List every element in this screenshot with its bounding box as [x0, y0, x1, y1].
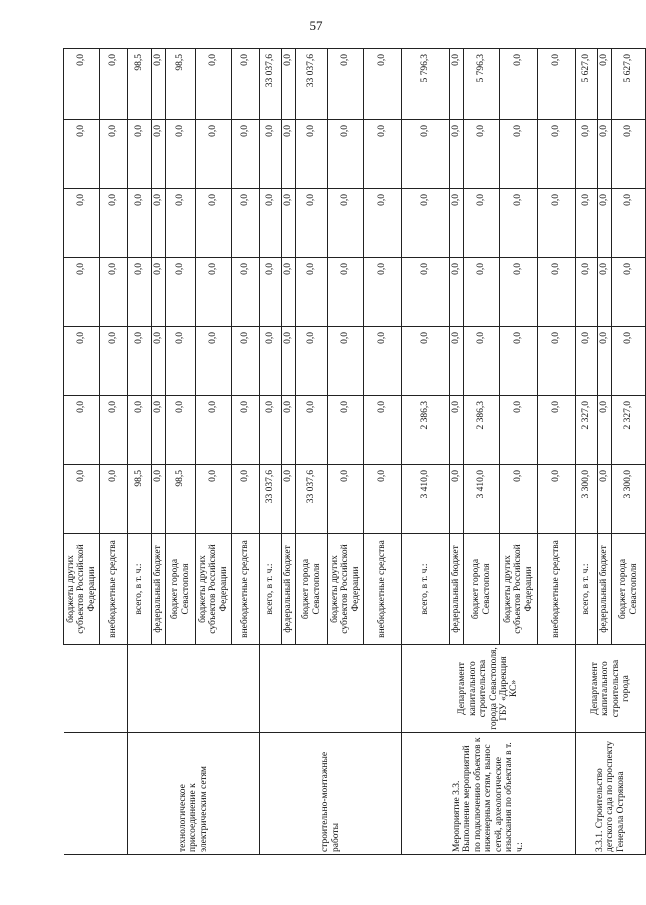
total-value-cell: 5 627,0 — [576, 49, 598, 120]
year-value-cell: 0,0 — [282, 189, 296, 258]
year-value-cell: 0,0 — [576, 327, 598, 396]
year-value-cell: 0,0 — [598, 327, 612, 396]
funding-source-cell: бюджет города Севастополя — [166, 534, 196, 645]
year-value-cell: 0,0 — [232, 327, 260, 396]
year-value-cell: 0,0 — [612, 189, 646, 258]
year-value-cell: 0,0 — [64, 396, 100, 465]
year-value-cell: 0,0 — [576, 120, 598, 189]
year-value-cell: 0,0 — [538, 258, 576, 327]
table-row — [128, 49, 152, 855]
total-value-cell: 0,0 — [328, 49, 364, 120]
funding-source-cell: всего, в т. ч.: — [576, 534, 598, 645]
funding-source-cell: федеральный бюджет — [598, 534, 612, 645]
page-number: 57 — [309, 18, 323, 33]
total-value-cell: 5 796,3 — [402, 49, 450, 120]
year-value-cell: 0,0 — [128, 396, 152, 465]
year-value-cell: 0,0 — [128, 120, 152, 189]
year-value-cell: 0,0 — [538, 189, 576, 258]
year-value-cell: 0,0 — [612, 258, 646, 327]
funding-source-cell: внебюджетные средства — [232, 534, 260, 645]
activity-cell: 3.3.1. Строительство детского сада по проспекту Генерала Острякова — [576, 733, 646, 855]
year-value-cell: 0,0 — [128, 258, 152, 327]
year-value-cell: 0,0 — [64, 258, 100, 327]
total-value-cell: 0,0 — [232, 49, 260, 120]
year-value-cell: 0,0 — [464, 120, 500, 189]
year-value-cell: 0,0 — [296, 396, 328, 465]
funding-source-cell: всего, в т. ч.: — [260, 534, 282, 645]
total-value-cell: 0,0 — [64, 49, 100, 120]
year-value-cell: 0,0 — [500, 396, 538, 465]
year-value-cell: 0,0 — [576, 258, 598, 327]
activity-cell — [64, 733, 128, 855]
year-value-cell: 0,0 — [328, 396, 364, 465]
year-value-cell: 0,0 — [538, 120, 576, 189]
year-value-cell: 0,0 — [402, 327, 450, 396]
total-value-cell: 0,0 — [196, 49, 232, 120]
year-value-cell: 0,0 — [232, 258, 260, 327]
year-value-cell: 0,0 — [450, 327, 464, 396]
table-row — [402, 49, 450, 855]
funding-source-cell: всего, в т. ч.: — [402, 534, 450, 645]
table-row — [576, 49, 598, 855]
total-value-cell: 0,0 — [100, 49, 128, 120]
rotated-table-wrapper — [63, 49, 639, 855]
year-value-cell: 0,0 — [364, 465, 402, 534]
year-value-cell: 0,0 — [500, 258, 538, 327]
year-value-cell: 0,0 — [260, 120, 282, 189]
year-value-cell: 0,0 — [232, 396, 260, 465]
year-value-cell: 0,0 — [364, 258, 402, 327]
year-value-cell: 33 037,6 — [260, 465, 282, 534]
funding-source-cell: внебюджетные средства — [100, 534, 128, 645]
year-value-cell: 3 300,0 — [576, 465, 598, 534]
year-value-cell: 3 410,0 — [464, 465, 500, 534]
year-value-cell: 0,0 — [328, 258, 364, 327]
year-value-cell: 0,0 — [282, 465, 296, 534]
year-value-cell: 0,0 — [612, 327, 646, 396]
total-value-cell: 0,0 — [598, 49, 612, 120]
year-value-cell: 0,0 — [232, 120, 260, 189]
year-value-cell: 0,0 — [152, 327, 166, 396]
funding-source-cell: бюджет города Севастополя — [464, 534, 500, 645]
activity-cell: технологическое присоединение к электрическим сетям — [128, 733, 260, 855]
year-value-cell: 0,0 — [152, 465, 166, 534]
year-value-cell: 0,0 — [500, 189, 538, 258]
year-value-cell: 0,0 — [450, 189, 464, 258]
year-value-cell: 0,0 — [328, 189, 364, 258]
year-value-cell: 0,0 — [296, 327, 328, 396]
year-value-cell: 0,0 — [196, 189, 232, 258]
year-value-cell: 98,5 — [128, 465, 152, 534]
funding-source-cell: бюджеты других субъектов Российской Федерации — [196, 534, 232, 645]
year-value-cell: 0,0 — [128, 327, 152, 396]
year-value-cell: 2 386,3 — [464, 396, 500, 465]
year-value-cell: 0,0 — [196, 120, 232, 189]
executor-cell — [64, 645, 128, 733]
year-value-cell: 0,0 — [598, 120, 612, 189]
year-value-cell: 0,0 — [100, 327, 128, 396]
funding-source-cell: бюджет города Севастополя — [296, 534, 328, 645]
year-value-cell: 0,0 — [328, 465, 364, 534]
year-value-cell: 0,0 — [500, 120, 538, 189]
year-value-cell: 2 327,0 — [576, 396, 598, 465]
total-value-cell: 0,0 — [538, 49, 576, 120]
funding-source-cell: бюджеты других субъектов Российской Федерации — [328, 534, 364, 645]
year-value-cell: 2 386,3 — [402, 396, 450, 465]
year-value-cell: 0,0 — [282, 327, 296, 396]
year-value-cell: 0,0 — [464, 189, 500, 258]
year-value-cell: 0,0 — [296, 258, 328, 327]
total-value-cell: 0,0 — [282, 49, 296, 120]
year-value-cell: 0,0 — [100, 465, 128, 534]
year-value-cell: 0,0 — [364, 120, 402, 189]
year-value-cell: 0,0 — [598, 465, 612, 534]
year-value-cell: 0,0 — [500, 327, 538, 396]
year-value-cell: 0,0 — [328, 327, 364, 396]
year-value-cell: 0,0 — [166, 189, 196, 258]
year-value-cell: 0,0 — [166, 396, 196, 465]
year-value-cell: 0,0 — [260, 258, 282, 327]
funding-source-cell: федеральный бюджет — [282, 534, 296, 645]
year-value-cell: 0,0 — [260, 327, 282, 396]
year-value-cell: 0,0 — [364, 396, 402, 465]
total-value-cell: 98,5 — [128, 49, 152, 120]
year-value-cell: 0,0 — [152, 258, 166, 327]
year-value-cell: 0,0 — [598, 396, 612, 465]
year-value-cell: 0,0 — [296, 189, 328, 258]
year-value-cell: 0,0 — [152, 396, 166, 465]
year-value-cell: 0,0 — [282, 396, 296, 465]
year-value-cell: 0,0 — [152, 189, 166, 258]
year-value-cell: 0,0 — [64, 465, 100, 534]
year-value-cell: 0,0 — [100, 396, 128, 465]
activity-cell: строительно-монтажные работы — [260, 733, 402, 855]
total-value-cell: 33 037,6 — [260, 49, 282, 120]
year-value-cell: 0,0 — [598, 189, 612, 258]
year-value-cell: 0,0 — [196, 258, 232, 327]
year-value-cell: 0,0 — [166, 327, 196, 396]
funding-source-cell: внебюджетные средства — [538, 534, 576, 645]
year-value-cell: 0,0 — [538, 396, 576, 465]
year-value-cell: 0,0 — [402, 258, 450, 327]
funding-source-cell: всего, в т. ч.: — [128, 534, 152, 645]
year-value-cell: 0,0 — [450, 465, 464, 534]
executor-cell: Департамент капитального строительства города Севастополя, ГБУ «Дирекция КС» — [402, 645, 576, 733]
year-value-cell: 0,0 — [612, 120, 646, 189]
year-value-cell: 2 327,0 — [612, 396, 646, 465]
year-value-cell: 0,0 — [538, 465, 576, 534]
year-value-cell: 0,0 — [260, 396, 282, 465]
total-value-cell: 0,0 — [450, 49, 464, 120]
year-value-cell: 0,0 — [232, 465, 260, 534]
year-value-cell: 0,0 — [450, 120, 464, 189]
total-value-cell: 33 037,6 — [296, 49, 328, 120]
year-value-cell: 0,0 — [464, 327, 500, 396]
funding-source-cell: бюджет города Севастополя — [612, 534, 646, 645]
year-value-cell: 0,0 — [152, 120, 166, 189]
funding-source-cell: внебюджетные средства — [364, 534, 402, 645]
total-value-cell: 5 796,3 — [464, 49, 500, 120]
year-value-cell: 0,0 — [64, 327, 100, 396]
year-value-cell: 33 037,6 — [296, 465, 328, 534]
total-value-cell: 0,0 — [152, 49, 166, 120]
year-value-cell: 0,0 — [166, 120, 196, 189]
year-value-cell: 0,0 — [402, 120, 450, 189]
year-value-cell: 0,0 — [166, 258, 196, 327]
year-value-cell: 0,0 — [232, 189, 260, 258]
year-value-cell: 98,5 — [166, 465, 196, 534]
year-value-cell: 0,0 — [364, 327, 402, 396]
budget-table — [63, 48, 646, 855]
executor-cell: Департамент капитального строительства города — [576, 645, 646, 733]
year-value-cell: 0,0 — [100, 189, 128, 258]
year-value-cell: 0,0 — [260, 189, 282, 258]
total-value-cell: 5 627,0 — [612, 49, 646, 120]
year-value-cell: 3 410,0 — [402, 465, 450, 534]
year-value-cell: 0,0 — [196, 396, 232, 465]
year-value-cell: 0,0 — [64, 189, 100, 258]
year-value-cell: 0,0 — [576, 189, 598, 258]
year-value-cell: 0,0 — [282, 258, 296, 327]
total-value-cell: 0,0 — [500, 49, 538, 120]
year-value-cell: 0,0 — [100, 120, 128, 189]
year-value-cell: 0,0 — [598, 258, 612, 327]
table-row — [64, 49, 100, 855]
year-value-cell: 0,0 — [196, 327, 232, 396]
activity-cell: Мероприятие 3.3. Выполнение мероприятий по подключению объектов к инженерным сетям, вынос сетей, археологические изыскания по объектам в т. ч.: — [402, 733, 576, 855]
executor-cell — [260, 645, 402, 733]
year-value-cell: 0,0 — [64, 120, 100, 189]
year-value-cell: 0,0 — [100, 258, 128, 327]
year-value-cell: 0,0 — [296, 120, 328, 189]
year-value-cell: 0,0 — [450, 258, 464, 327]
year-value-cell: 0,0 — [196, 465, 232, 534]
year-value-cell: 0,0 — [450, 396, 464, 465]
year-value-cell: 0,0 — [402, 189, 450, 258]
year-value-cell: 0,0 — [128, 189, 152, 258]
funding-source-cell: федеральный бюджет — [450, 534, 464, 645]
table-row — [260, 49, 282, 855]
year-value-cell: 0,0 — [328, 120, 364, 189]
table-body — [64, 49, 646, 855]
funding-source-cell: бюджеты других субъектов Российской Федерации — [64, 534, 100, 645]
year-value-cell: 0,0 — [500, 465, 538, 534]
executor-cell — [128, 645, 260, 733]
year-value-cell: 0,0 — [464, 258, 500, 327]
funding-source-cell: бюджеты других субъектов Российской Федерации — [500, 534, 538, 645]
total-value-cell: 98,5 — [166, 49, 196, 120]
year-value-cell: 3 300,0 — [612, 465, 646, 534]
funding-source-cell: федеральный бюджет — [152, 534, 166, 645]
year-value-cell: 0,0 — [282, 120, 296, 189]
year-value-cell: 0,0 — [538, 327, 576, 396]
total-value-cell: 0,0 — [364, 49, 402, 120]
year-value-cell: 0,0 — [364, 189, 402, 258]
